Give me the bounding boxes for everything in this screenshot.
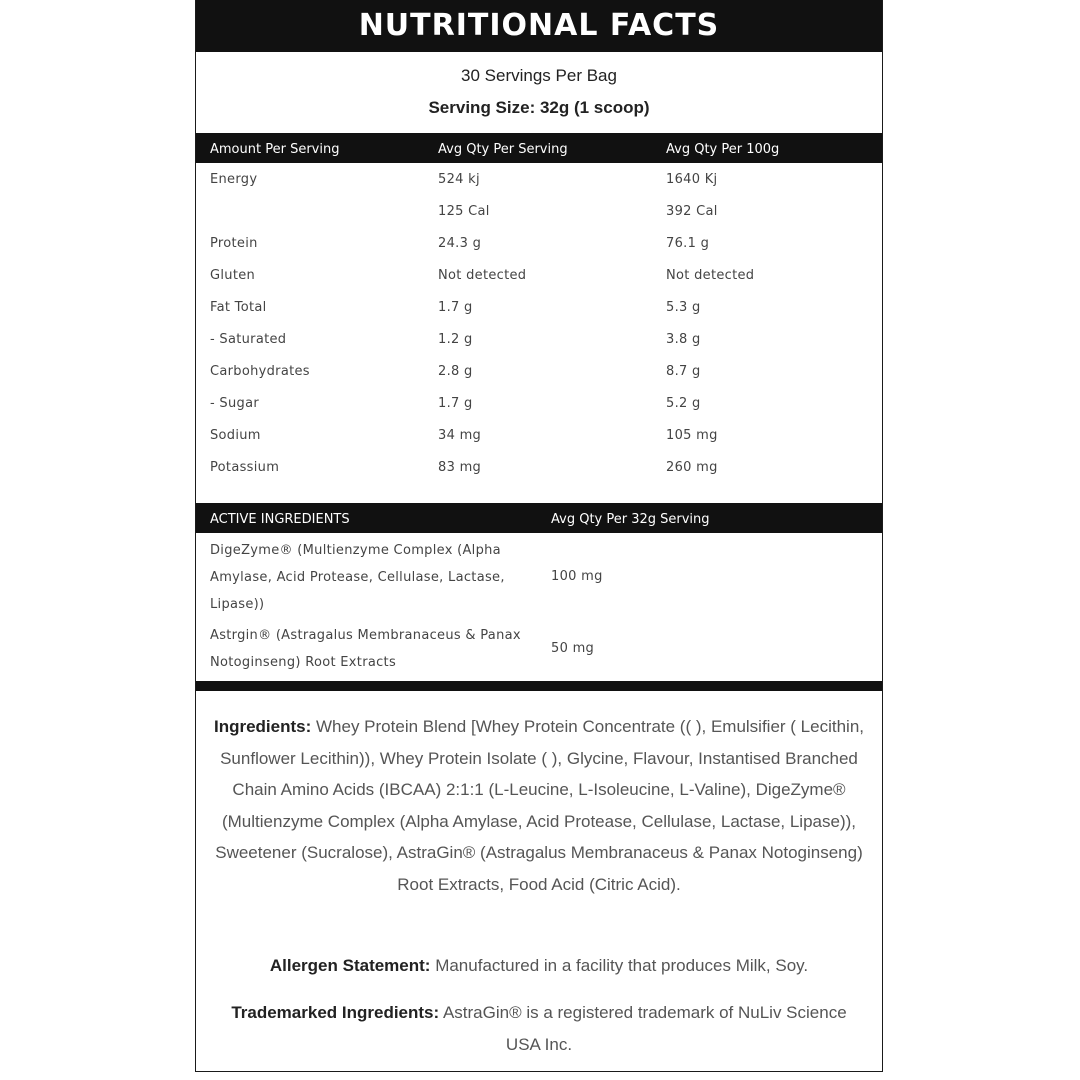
qty-per-100g: 105 mg xyxy=(666,428,718,443)
serving-info xyxy=(196,62,882,126)
page-title: NUTRITIONAL FACTS xyxy=(358,8,720,43)
qty-per-serving: 1.2 g xyxy=(438,332,473,347)
qty-per-100g: 5.2 g xyxy=(666,396,701,411)
nutrient-name: - Saturated xyxy=(210,332,287,347)
qty-per-100g: 3.8 g xyxy=(666,332,701,347)
nutrient-name: Gluten xyxy=(210,268,256,283)
qty-per-serving: 125 Cal xyxy=(438,204,490,219)
divider xyxy=(196,681,882,691)
active-ingredient-name: DigeZyme® (Multienzyme Complex (Alpha Amylase, Acid Protease, Cellulase, Lactase, Lipase)) xyxy=(210,543,505,612)
qty-per-100g: 8.7 g xyxy=(666,364,701,379)
active-ingredient-qty: 50 mg xyxy=(551,641,595,656)
nutrient-name: Potassium xyxy=(210,460,280,475)
qty-per-serving: 1.7 g xyxy=(438,300,473,315)
trademark-text: AstraGin® is a registered trademark of NuLiv Science USA Inc. xyxy=(439,1003,847,1054)
qty-per-serving: 524 kj xyxy=(438,172,480,187)
qty-per-serving: 83 mg xyxy=(438,460,482,475)
qty-per-100g: Not detected xyxy=(666,268,755,283)
nutrient-name: Energy xyxy=(210,172,258,187)
nutrient-name: Sodium xyxy=(210,428,261,443)
qty-per-100g: 260 mg xyxy=(666,460,718,475)
trademark-label: Trademarked Ingredients: xyxy=(231,1003,440,1022)
header-avg-qty-per-serving: Avg Qty Per Serving xyxy=(438,142,568,157)
trademark-paragraph xyxy=(212,997,866,1060)
nutrition-table-header xyxy=(196,133,882,163)
nutrient-name: - Sugar xyxy=(210,396,259,411)
nutrition-panel xyxy=(195,0,883,1072)
qty-per-serving: 2.8 g xyxy=(438,364,473,379)
title-bar xyxy=(196,0,882,52)
qty-per-100g: 1640 Kj xyxy=(666,172,718,187)
qty-per-serving: 24.3 g xyxy=(438,236,482,251)
ingredients-text: Whey Protein Blend [Whey Protein Concentrate (( ), Emulsifier ( Lecithin, Sunflower Lecithin)), Whey Protein Isolate ( ), Glycine, Flavour, Instantised Branched Chain Amino Acids (IBCAA) 2:1:1 (L-Leucine, L-Isoleucine, L-Valine), DigeZyme® (Multienzyme Complex (Alpha Amylase, Acid Protease, Cellulase, Lactase, Lipase)), Sweetener (Sucralose), AstraGin® (Astragalus Membranaceus & Panax Notoginseng) Root Extracts, Food Acid (Citric Acid). xyxy=(215,717,864,894)
ingredients-label: Ingredients: xyxy=(213,717,312,736)
allergen-text: Manufactured in a facility that produces Milk, Soy. xyxy=(430,956,809,975)
qty-per-serving: 1.7 g xyxy=(438,396,473,411)
nutrient-name: Carbohydrates xyxy=(210,364,310,379)
allergen-label: Allergen Statement: xyxy=(269,956,431,975)
qty-per-serving: 34 mg xyxy=(438,428,482,443)
qty-per-100g: 392 Cal xyxy=(666,204,718,219)
nutrient-name: Protein xyxy=(210,236,258,251)
active-ingredient-name: Astrgin® (Astragalus Membranaceus & Panax Notoginseng) Root Extracts xyxy=(210,628,521,670)
header-avg-qty-per-100g: Avg Qty Per 100g xyxy=(666,142,780,157)
active-table-header xyxy=(196,503,882,533)
active-ingredient-qty: 100 mg xyxy=(551,569,603,584)
header-active-ingredients: ACTIVE INGREDIENTS xyxy=(210,512,350,527)
nutrient-name: Fat Total xyxy=(210,300,267,315)
qty-per-100g: 5.3 g xyxy=(666,300,701,315)
allergen-paragraph xyxy=(212,950,866,982)
header-avg-qty-per-32g: Avg Qty Per 32g Serving xyxy=(551,512,710,527)
servings-per-bag: 30 Servings Per Bag xyxy=(461,66,617,85)
serving-size: Serving Size: 32g (1 scoop) xyxy=(428,98,650,117)
ingredients-paragraph xyxy=(212,711,866,900)
qty-per-serving: Not detected xyxy=(438,268,527,283)
qty-per-100g: 76.1 g xyxy=(666,236,710,251)
header-amount-per-serving: Amount Per Serving xyxy=(210,142,340,157)
